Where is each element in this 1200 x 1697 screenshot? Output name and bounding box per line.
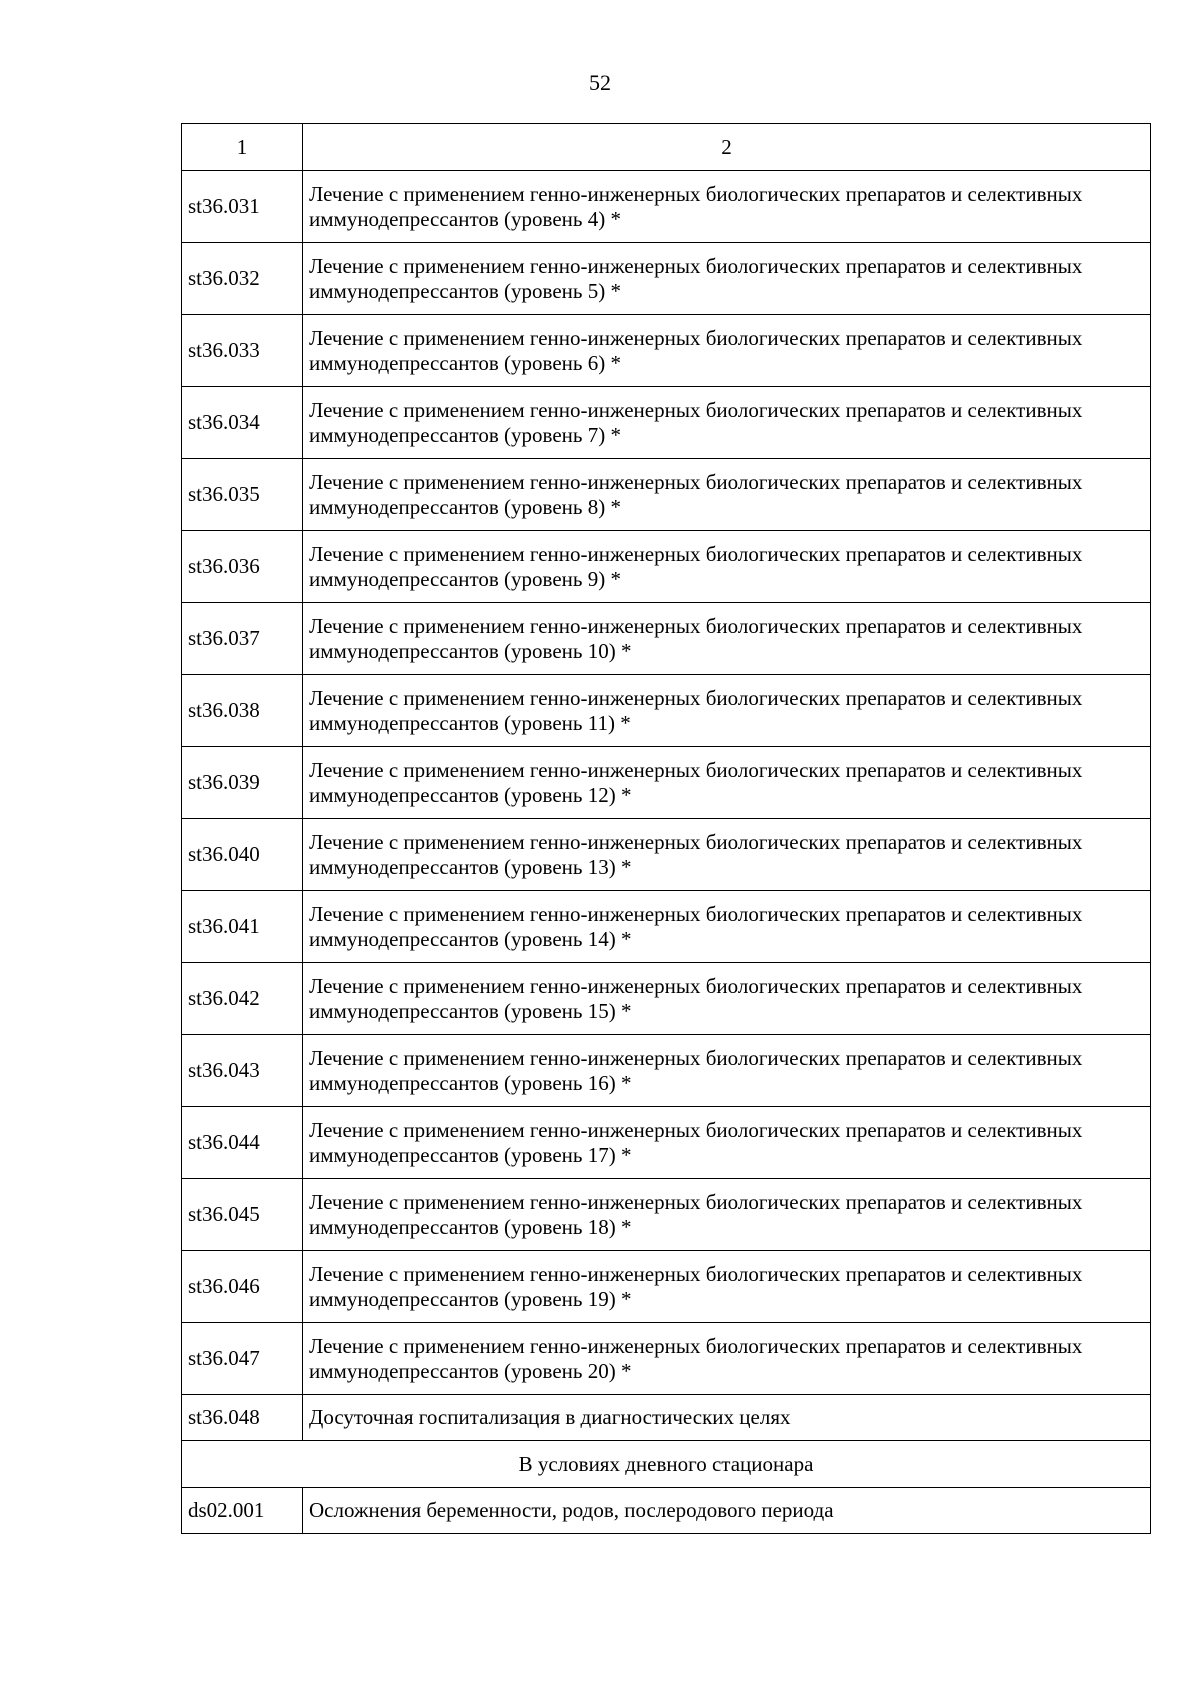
header-col-1: 1: [182, 124, 303, 171]
table-row: [182, 315, 1151, 387]
row-text: Лечение с применением генно-инженерных биологических препаратов и селективных иммунодепрессантов (уровень 4) *: [303, 171, 1151, 243]
row-code: st36.042: [182, 963, 303, 1035]
page-number: 52: [589, 70, 611, 95]
table-row: [182, 1395, 1151, 1441]
table-row: [182, 1107, 1151, 1179]
row-code: st36.041: [182, 891, 303, 963]
row-code: st36.031: [182, 171, 303, 243]
table-row: [182, 819, 1151, 891]
table-row: [182, 603, 1151, 675]
row-code: st36.039: [182, 747, 303, 819]
table-row: [182, 747, 1151, 819]
row-text: Лечение с применением генно-инженерных биологических препаратов и селективных иммунодепрессантов (уровень 5) *: [303, 243, 1151, 315]
row-code: ds02.001: [182, 1488, 303, 1534]
row-text: Лечение с применением генно-инженерных биологических препаратов и селективных иммунодепрессантов (уровень 11) *: [303, 675, 1151, 747]
classification-table: [181, 123, 1151, 1534]
row-text: Лечение с применением генно-инженерных биологических препаратов и селективных иммунодепрессантов (уровень 17) *: [303, 1107, 1151, 1179]
table-row: [182, 675, 1151, 747]
table-row: [182, 1323, 1151, 1395]
row-text: Лечение с применением генно-инженерных биологических препаратов и селективных иммунодепрессантов (уровень 8) *: [303, 459, 1151, 531]
row-code: st36.032: [182, 243, 303, 315]
row-text: Лечение с применением генно-инженерных биологических препаратов и селективных иммунодепрессантов (уровень 20) *: [303, 1323, 1151, 1395]
table-row: [182, 387, 1151, 459]
row-code: st36.037: [182, 603, 303, 675]
row-text: Осложнения беременности, родов, послеродового периода: [303, 1488, 1151, 1534]
table-row: [182, 1488, 1151, 1534]
table-row: [182, 963, 1151, 1035]
row-text: Лечение с применением генно-инженерных биологических препаратов и селективных иммунодепрессантов (уровень 7) *: [303, 387, 1151, 459]
table-header-row: [182, 124, 1151, 171]
row-text: Лечение с применением генно-инженерных биологических препаратов и селективных иммунодепрессантов (уровень 15) *: [303, 963, 1151, 1035]
row-text: Досуточная госпитализация в диагностических целях: [303, 1395, 1151, 1441]
row-code: st36.046: [182, 1251, 303, 1323]
row-code: st36.043: [182, 1035, 303, 1107]
table-row: [182, 243, 1151, 315]
row-code: st36.035: [182, 459, 303, 531]
row-text: Лечение с применением генно-инженерных биологических препаратов и селективных иммунодепрессантов (уровень 19) *: [303, 1251, 1151, 1323]
row-text: Лечение с применением генно-инженерных биологических препаратов и селективных иммунодепрессантов (уровень 14) *: [303, 891, 1151, 963]
row-text: Лечение с применением генно-инженерных биологических препаратов и селективных иммунодепрессантов (уровень 16) *: [303, 1035, 1151, 1107]
table-row: [182, 459, 1151, 531]
row-code: st36.047: [182, 1323, 303, 1395]
row-code: st36.045: [182, 1179, 303, 1251]
section-title: В условиях дневного стационара: [182, 1441, 1151, 1488]
table-row: [182, 531, 1151, 603]
row-text: Лечение с применением генно-инженерных биологических препаратов и селективных иммунодепрессантов (уровень 9) *: [303, 531, 1151, 603]
row-code: st36.034: [182, 387, 303, 459]
table-row: [182, 1179, 1151, 1251]
row-text: Лечение с применением генно-инженерных биологических препаратов и селективных иммунодепрессантов (уровень 12) *: [303, 747, 1151, 819]
table-row: [182, 171, 1151, 243]
row-text: Лечение с применением генно-инженерных биологических препаратов и селективных иммунодепрессантов (уровень 18) *: [303, 1179, 1151, 1251]
row-code: st36.048: [182, 1395, 303, 1441]
row-code: st36.036: [182, 531, 303, 603]
table-row: [182, 891, 1151, 963]
table-row: [182, 1035, 1151, 1107]
row-code: st36.033: [182, 315, 303, 387]
header-col-2: 2: [303, 124, 1151, 171]
row-text: Лечение с применением генно-инженерных биологических препаратов и селективных иммунодепрессантов (уровень 10) *: [303, 603, 1151, 675]
section-heading-row: [182, 1441, 1151, 1488]
row-text: Лечение с применением генно-инженерных биологических препаратов и селективных иммунодепрессантов (уровень 13) *: [303, 819, 1151, 891]
row-text: Лечение с применением генно-инженерных биологических препаратов и селективных иммунодепрессантов (уровень 6) *: [303, 315, 1151, 387]
row-code: st36.044: [182, 1107, 303, 1179]
table-row: [182, 1251, 1151, 1323]
row-code: st36.038: [182, 675, 303, 747]
row-code: st36.040: [182, 819, 303, 891]
